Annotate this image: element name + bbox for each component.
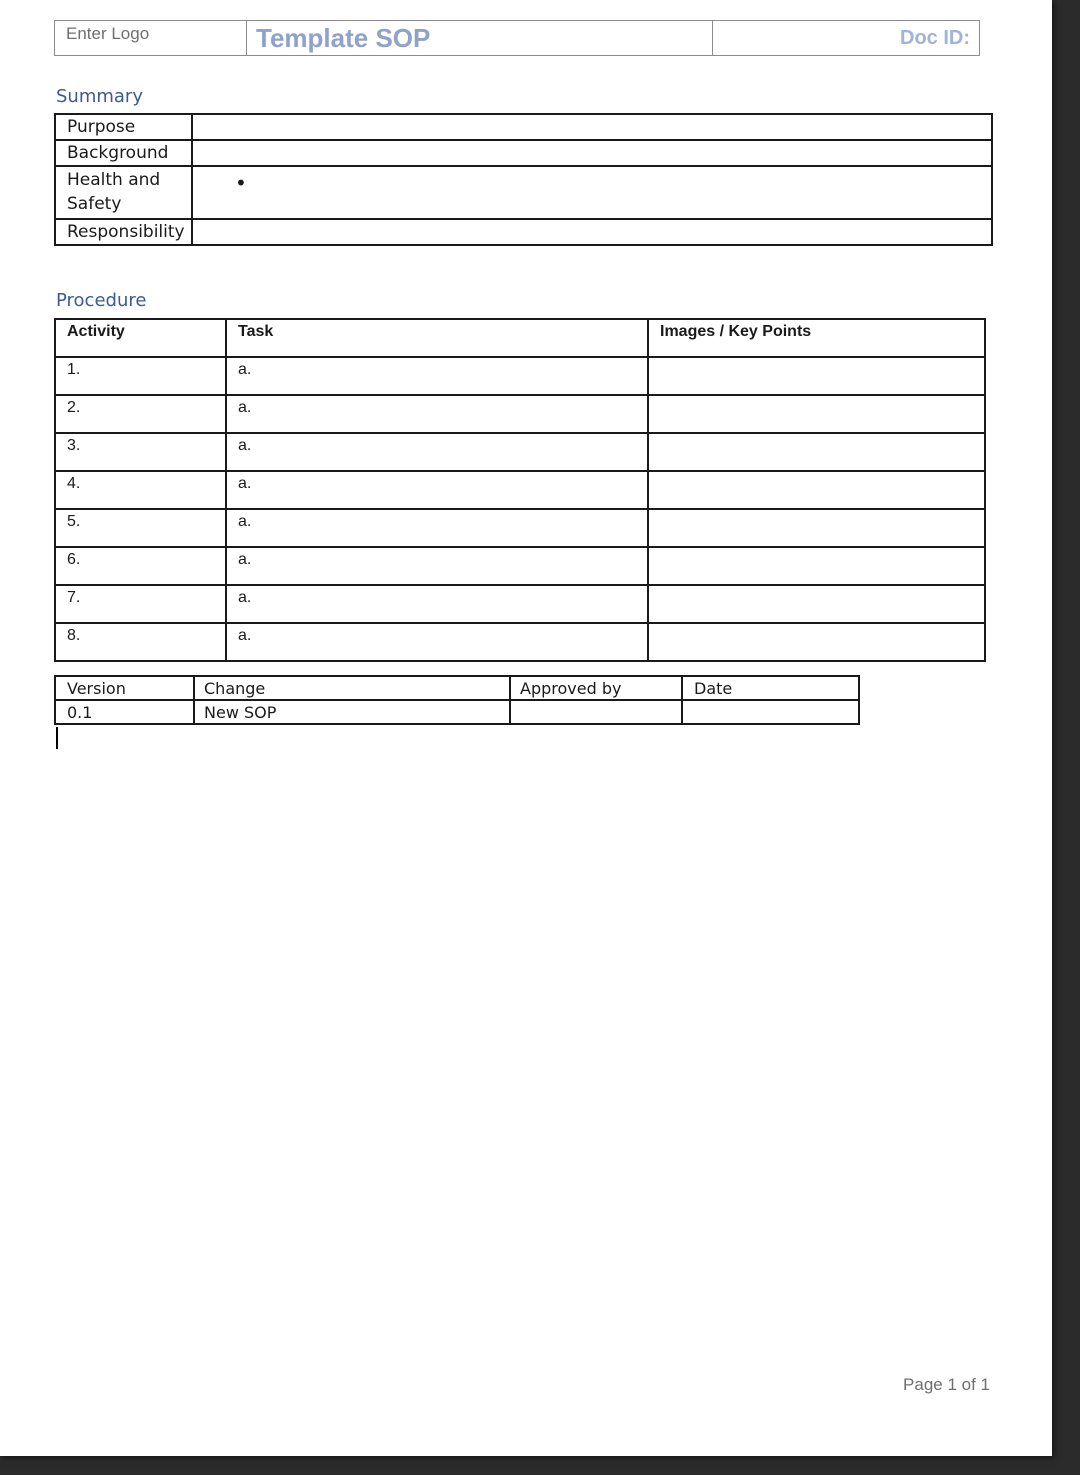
summary-heading: Summary (56, 86, 143, 107)
images-cell[interactable] (648, 471, 985, 509)
summary-table (54, 113, 993, 246)
summary-value-cell[interactable] (192, 219, 992, 245)
procedure-header-row (55, 319, 985, 357)
task-cell[interactable]: a. (226, 433, 648, 471)
summary-value-cell[interactable] (192, 114, 992, 140)
procedure-table (54, 318, 986, 662)
document-title[interactable]: Template SOP (247, 21, 713, 56)
activity-cell[interactable]: 1. (55, 357, 226, 395)
summary-label: Background (55, 140, 192, 166)
approved-by-cell[interactable] (510, 700, 682, 724)
column-header-activity: Activity (55, 319, 226, 357)
task-cell[interactable]: a. (226, 471, 648, 509)
table-row (55, 547, 985, 585)
activity-cell[interactable]: 4. (55, 471, 226, 509)
change-cell[interactable]: New SOP (194, 700, 510, 724)
table-row (55, 357, 985, 395)
column-header-version: Version (55, 676, 194, 700)
table-row (55, 700, 859, 724)
date-cell[interactable] (682, 700, 859, 724)
summary-row-health-safety (55, 166, 992, 219)
column-header-task: Task (226, 319, 648, 357)
doc-id-label[interactable]: Doc ID: (713, 21, 980, 56)
images-cell[interactable] (648, 357, 985, 395)
task-cell[interactable]: a. (226, 395, 648, 433)
table-row (55, 509, 985, 547)
header-table (54, 20, 980, 56)
summary-row-responsibility (55, 219, 992, 245)
column-header-images: Images / Key Points (648, 319, 985, 357)
text-cursor (56, 727, 58, 749)
procedure-heading: Procedure (56, 290, 147, 311)
images-cell[interactable] (648, 623, 985, 661)
summary-label: Responsibility (55, 219, 192, 245)
activity-cell[interactable]: 6. (55, 547, 226, 585)
activity-cell[interactable]: 7. (55, 585, 226, 623)
images-cell[interactable] (648, 547, 985, 585)
column-header-approved-by: Approved by (510, 676, 682, 700)
summary-value-cell[interactable] (192, 140, 992, 166)
bullet-point: • (235, 171, 247, 195)
summary-value-cell[interactable] (192, 166, 992, 219)
table-row (55, 433, 985, 471)
column-header-date: Date (682, 676, 859, 700)
table-row (55, 585, 985, 623)
table-row (55, 395, 985, 433)
activity-cell[interactable]: 2. (55, 395, 226, 433)
images-cell[interactable] (648, 433, 985, 471)
activity-cell[interactable]: 8. (55, 623, 226, 661)
summary-row-purpose (55, 114, 992, 140)
images-cell[interactable] (648, 395, 985, 433)
activity-cell[interactable]: 5. (55, 509, 226, 547)
summary-label: Health and Safety (55, 166, 192, 219)
task-cell[interactable]: a. (226, 509, 648, 547)
column-header-change: Change (194, 676, 510, 700)
summary-label: Purpose (55, 114, 192, 140)
table-row (55, 623, 985, 661)
version-header-row (55, 676, 859, 700)
task-cell[interactable]: a. (226, 623, 648, 661)
table-row (55, 471, 985, 509)
task-cell[interactable]: a. (226, 547, 648, 585)
activity-cell[interactable]: 3. (55, 433, 226, 471)
version-table (54, 675, 860, 725)
task-cell[interactable]: a. (226, 357, 648, 395)
task-cell[interactable]: a. (226, 585, 648, 623)
page-number: Page 1 of 1 (903, 1375, 990, 1394)
version-cell[interactable]: 0.1 (55, 700, 194, 724)
images-cell[interactable] (648, 585, 985, 623)
logo-placeholder[interactable]: Enter Logo (55, 21, 247, 56)
summary-row-background (55, 140, 992, 166)
images-cell[interactable] (648, 509, 985, 547)
